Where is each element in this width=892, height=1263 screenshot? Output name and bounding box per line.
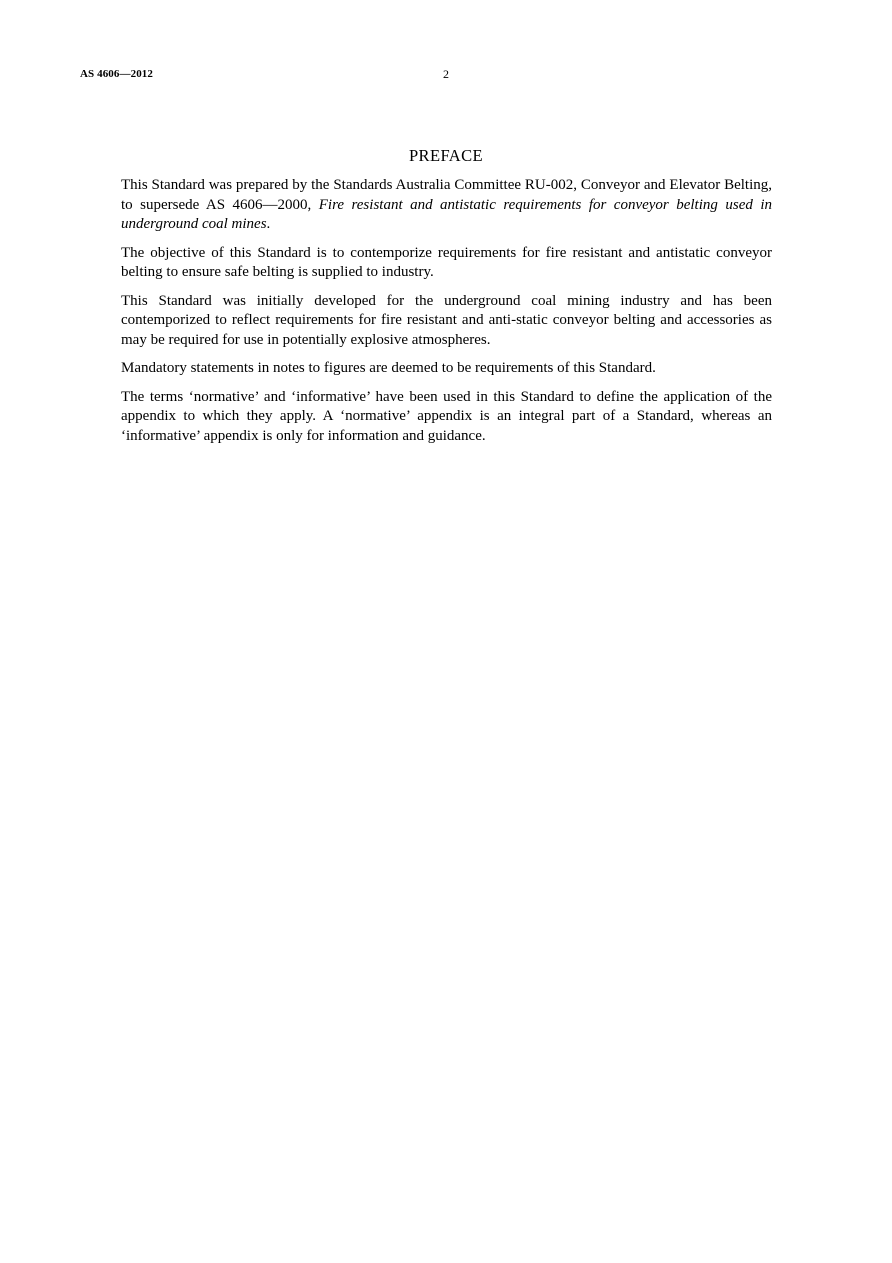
preface-paragraph-4: Mandatory statements in notes to figures are deemed to be requirements of this Standard. — [121, 360, 656, 376]
preface-paragraph-3: This Standard was initially developed for the underground coal mining industry and has been contemporized to reflect requirements for fire resistant and anti-static conveyor belting and accessories as may be required for use in potentially explosive atmospheres. — [121, 292, 772, 348]
preface-paragraph-2: The objective of this Standard is to contemporize requirements for fire resistant and antistatic conveyor belting to ensure safe belting is supplied to industry. — [121, 244, 772, 280]
preface-paragraph-5: The terms ‘normative’ and ‘informative’ have been used in this Standard to define the application of the appendix to which they apply. A ‘normative’ appendix is an integral part of a Standard, whereas an ‘informative’ appendix is only for information and guidance. — [121, 388, 772, 444]
preface-title: PREFACE — [408, 146, 483, 165]
standard-identifier: AS 4606—2012 — [80, 68, 154, 80]
preface-paragraph-1 — [121, 176, 772, 235]
page-number: 2 — [443, 67, 449, 81]
preface-body — [121, 176, 772, 455]
superseded-standard-title: Fire resistant and antistatic requirements for conveyor belting used in underground coal mines — [121, 196, 772, 232]
paragraph-1-text: This Standard was prepared by the Standards Australia Committee RU-002, Conveyor and Elevator Belting, to supersede AS 4606—2000, — [121, 177, 772, 213]
paragraph-1-end: . — [266, 216, 271, 232]
